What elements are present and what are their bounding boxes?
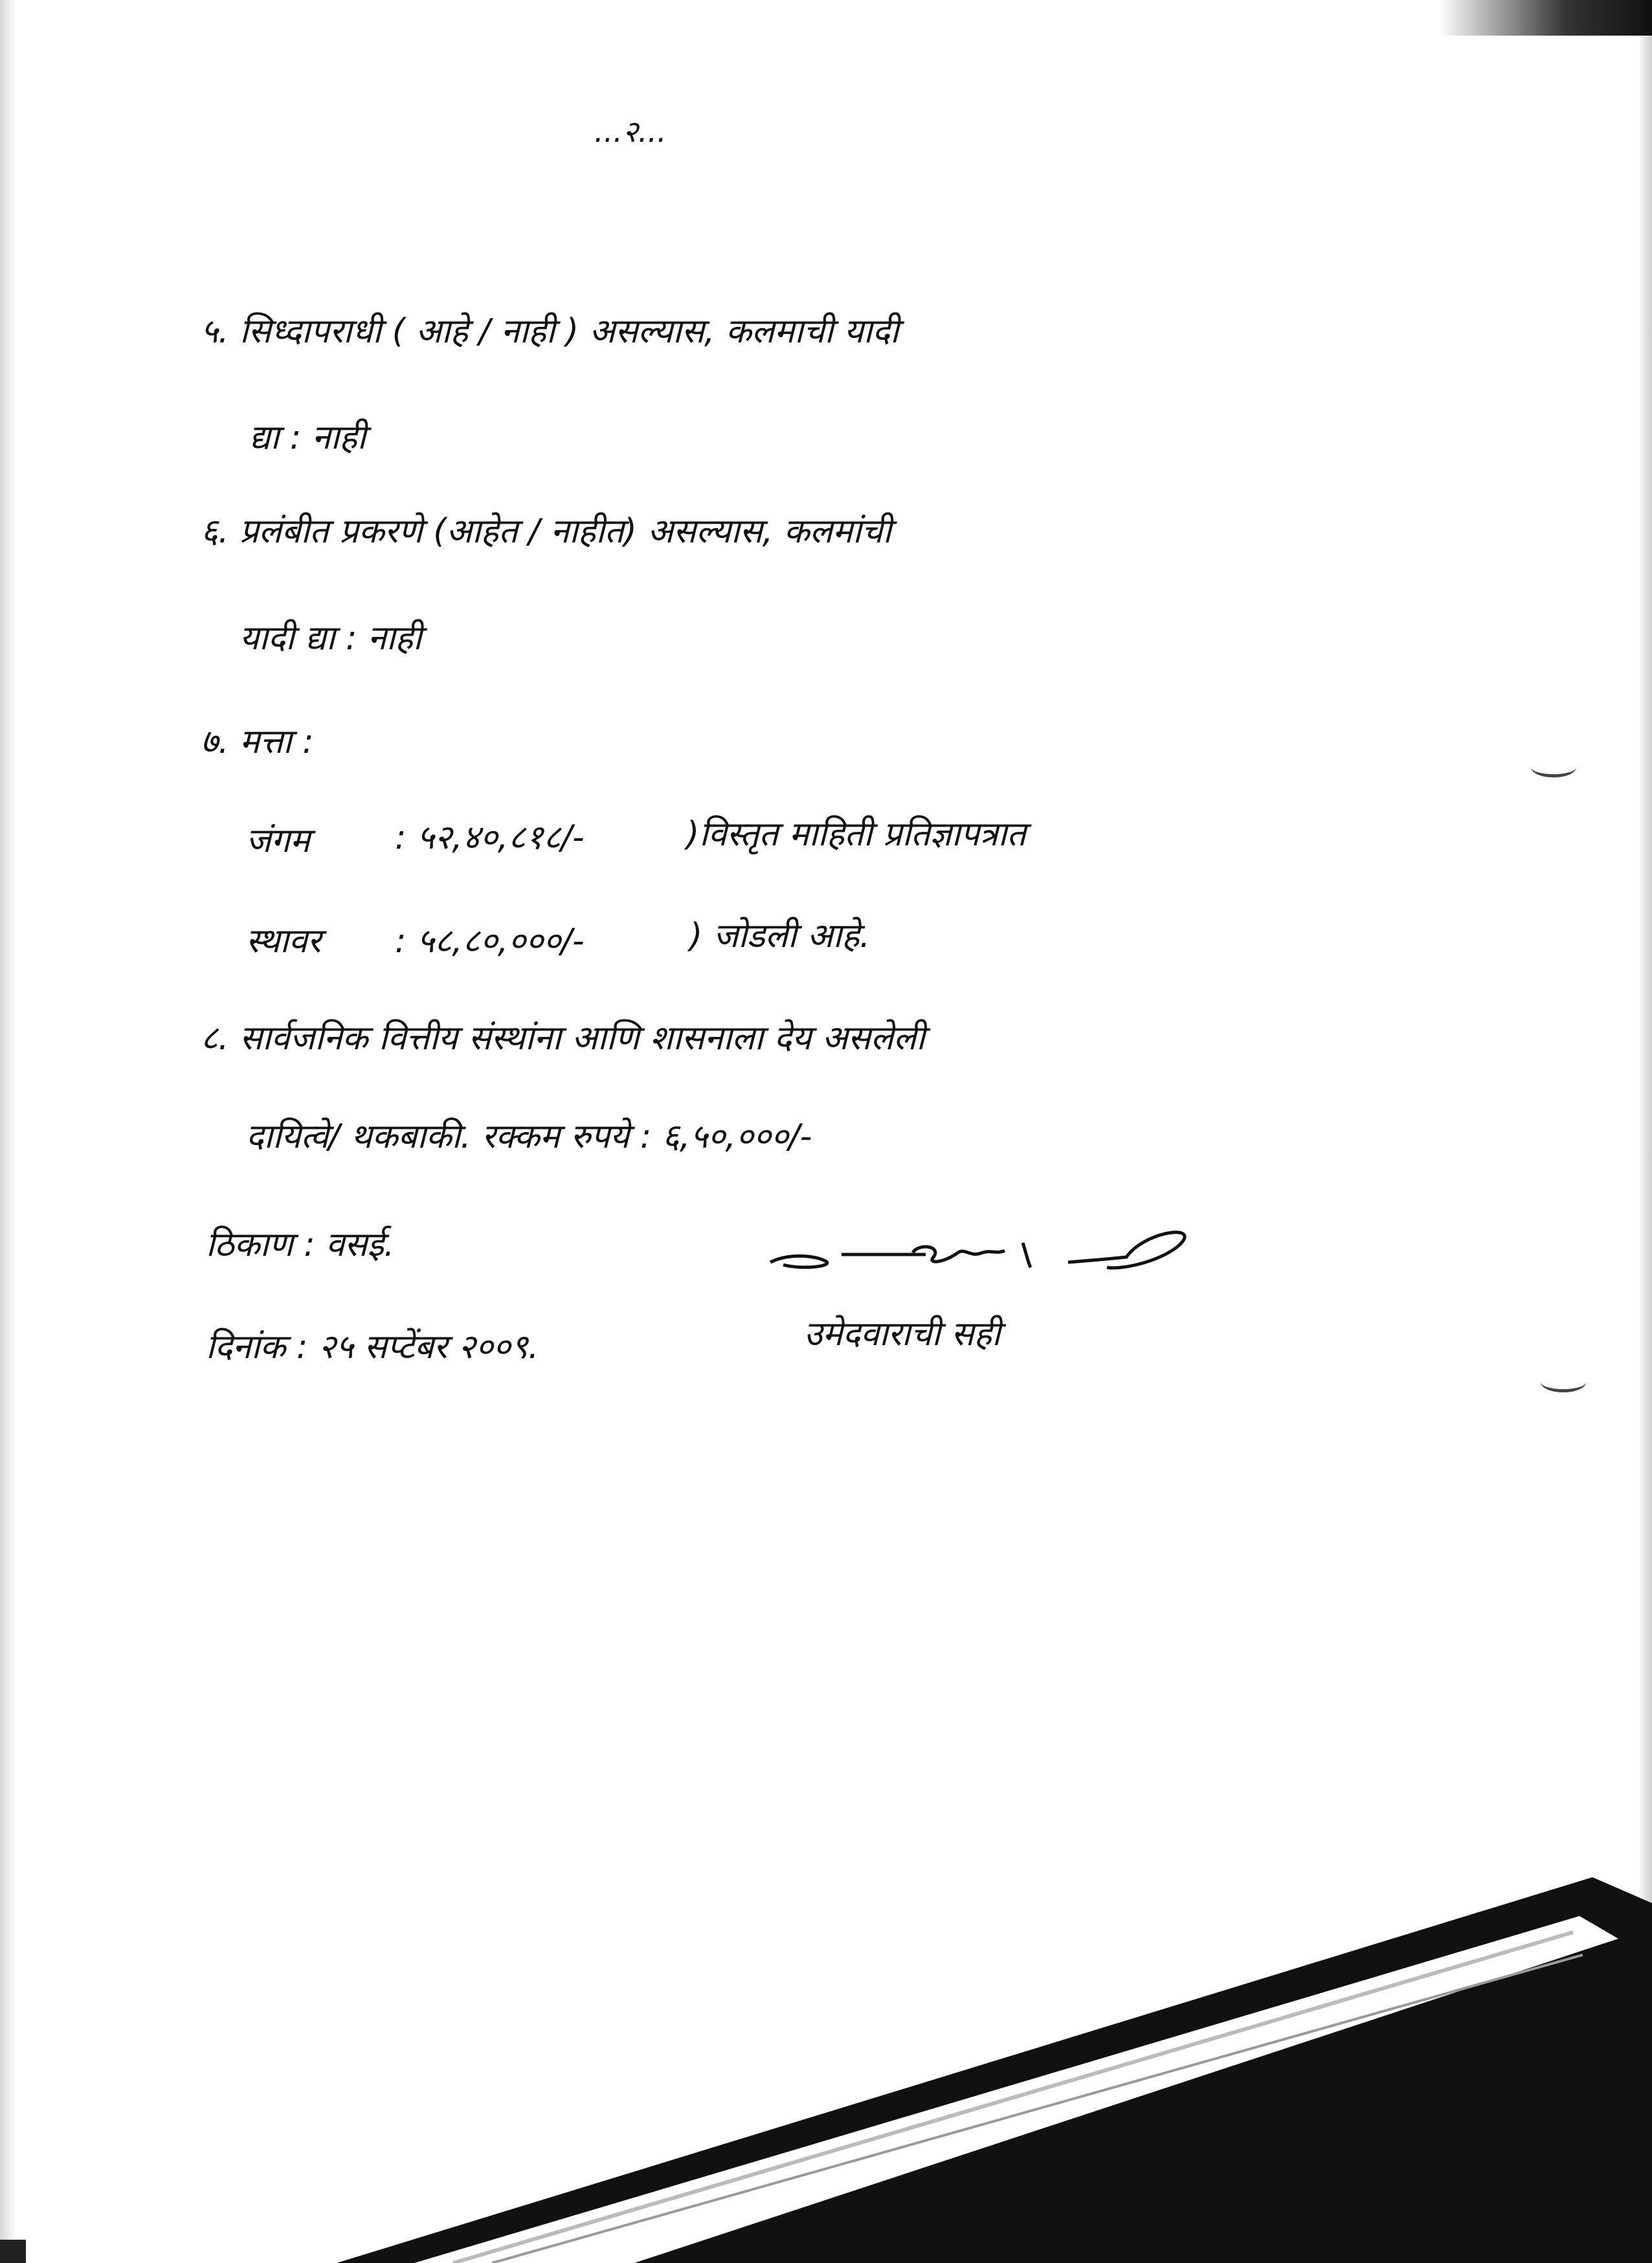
affidavit-note-line-2: ) जोडली आहे. (689, 917, 871, 955)
punch-hole-mark (1531, 757, 1576, 777)
immovable-assets-value: : ५८,८०,०००/- (395, 922, 585, 961)
date-line: दिनांक : २५ सप्टेंबर २००९. (206, 1328, 539, 1366)
handwritten-signature (764, 1217, 1204, 1301)
item-6-line-2: यादी द्या : नाही (240, 619, 422, 658)
movable-assets-label: जंगम (246, 821, 310, 860)
immovable-assets-label: स्थावर (246, 922, 322, 961)
item-5-line-2: द्या : नाही (249, 418, 366, 457)
item-5-line-1: ५. सिध्दापराधी ( आहे / नाही ) असल्यास, कलमाची यादी (201, 312, 899, 351)
item-8-line-2: दायित्वे/ थकबाकी. रक्कम रुपये : ६,५०,०००/- (246, 1117, 812, 1156)
punch-hole-mark (1541, 1372, 1586, 1392)
scan-top-corner-shadow (1438, 0, 1652, 36)
affidavit-note-line-1: )विस्तृत माहिती प्रतिज्ञापत्रात (686, 815, 1026, 854)
item-6-line-1: ६. प्रलंबीत प्रकरणे (आहेत / नाहीत) असल्यास, कलमांची (201, 512, 892, 551)
movable-assets-value: : ५२,४०,८१८/- (395, 818, 585, 857)
item-7-heading: ७. मत्ता : (201, 722, 314, 761)
scan-bottom-shadow (0, 1877, 1652, 2263)
item-8-line-1: ८. सार्वजनिक वित्तीय संस्थांना आणि शासनाला देय असलेली (201, 1019, 925, 1058)
place-line: ठिकाण : वसई. (206, 1225, 395, 1264)
candidate-signature-label: उमेदवाराची सही (804, 1315, 1001, 1354)
page-number: ...२... (594, 114, 667, 149)
